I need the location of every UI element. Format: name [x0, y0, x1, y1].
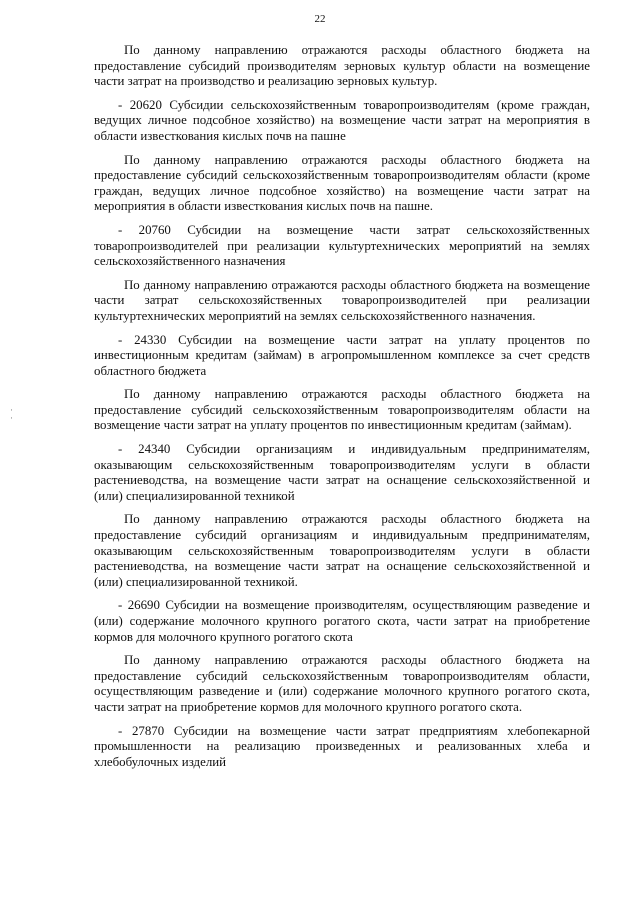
paragraph-item-27870: - 27870 Субсидии на возмещение части затрат предприятиям хлебопекарной промышленности на реализацию произведенных и реализованных хлеба и хлебобулочных изделий — [94, 723, 590, 769]
paragraph-item-24330: - 24330 Субсидии на возмещение части затрат на уплату процентов по инвестиционным кредитам (займам) в агропромышленном комплексе за счет средств областного бюджета — [94, 332, 590, 378]
paragraph-item-26690: - 26690 Субсидии на возмещение производителям, осуществляющим разведение и (или) содержание молочного крупного рогатого скота, части затрат на приобретение кормов для молочного крупного рогатого скота — [94, 598, 590, 644]
paragraph-description: По данному направлению отражаются расходы областного бюджета на предоставление субсидий сельскохозяйственным товаропроизводителям области на возмещение части затрат на уплату процентов по инвестиционным кредитам (займам). — [94, 387, 590, 433]
paragraph-item-20760: - 20760 Субсидии на возмещение части затрат сельскохозяйственных товаропроизводителей при реализации культуртехнических мероприятий на землях сельскохозяйственного назначения — [94, 222, 590, 269]
paragraph-description: По данному направлению отражаются расходы областного бюджета на предоставление субсидий сельскохозяйственным товаропроизводителям области (кроме граждан, ведущих личное подсобное хозяйство) на возмещение части затрат на мероприятия в области известкования кислых почв на пашне. — [94, 152, 590, 214]
paragraph-description: По данному направлению отражаются расходы областного бюджета на предоставление субсидий производителям зерновых культур области на возмещение части затрат на производство и реализацию зерновых культур. — [94, 43, 590, 89]
document-body — [94, 43, 590, 770]
paragraph-description: По данному направлению отражаются расходы областного бюджета на возмещение части затрат сельскохозяйственных товаропроизводителей при реализации культуртехнических мероприятий на землях сельскохозяйственного назначения. — [94, 277, 590, 323]
paragraph-item-20620: - 20620 Субсидии сельскохозяйственным товаропроизводителям (кроме граждан, ведущих личное подсобное хозяйство) на возмещение части затрат на мероприятия в области известкования кислых почв на пашне — [94, 97, 590, 143]
paragraph-description: По данному направлению отражаются расходы областного бюджета на предоставление субсидий организациям и индивидуальным предпринимателям, оказывающим сельскохозяйственным товаропроизводителям услуги в области растениеводства, на возмещение части затрат на оснащение сельскохозяйственной и (или) специализированной техникой. — [94, 512, 590, 589]
paragraph-description: По данному направлению отражаются расходы областного бюджета на предоставление субсидий сельскохозяйственным товаропроизводителям области, осуществляющим разведение и (или) содержание молочного крупного рогатого скота, части затрат на приобретение кормов для молочного крупного рогатого скота. — [94, 653, 590, 714]
scan-margin-mark: · · — [10, 405, 13, 423]
paragraph-item-24340: - 24340 Субсидии организациям и индивидуальным предпринимателям, оказывающим сельскохозяйственным товаропроизводителям услуги в области растениеводства, на возмещение части затрат на оснащение сельскохозяйственной и (или) специализированной техникой — [94, 442, 590, 503]
page-number: 22 — [314, 13, 326, 25]
